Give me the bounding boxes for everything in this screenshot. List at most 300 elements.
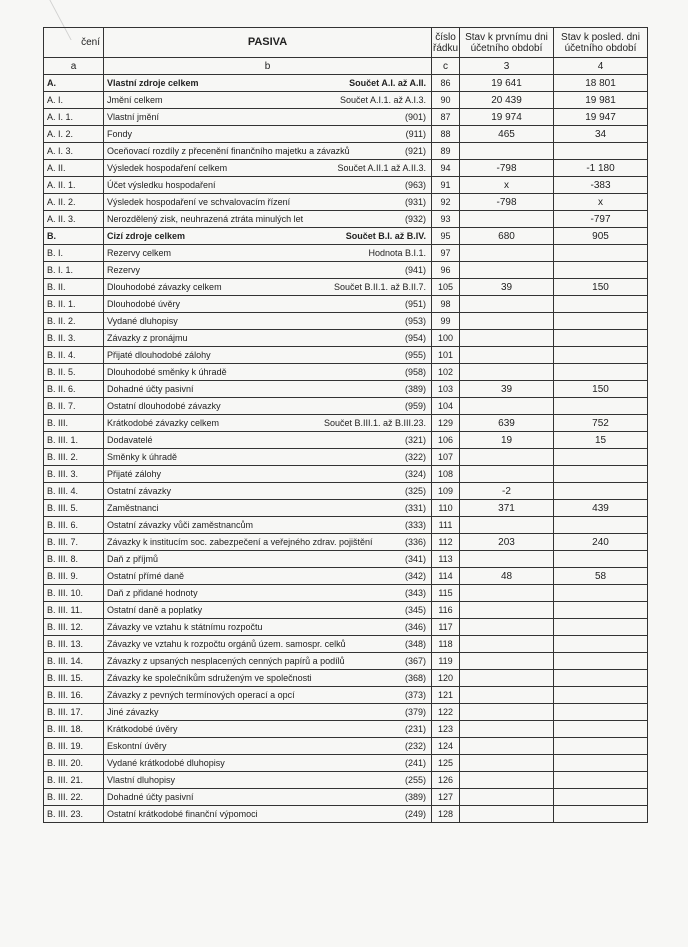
row-number: 104 (432, 398, 460, 415)
table-row (44, 262, 648, 279)
row-label: Vlastní dluhopisy (107, 774, 176, 785)
row-account-note: Hodnota B.I.1. (368, 247, 426, 258)
row-end-value (554, 398, 648, 415)
row-end-value: 19 981 (554, 92, 648, 109)
row-code: B. III. 11. (44, 602, 104, 619)
row-code: B. II. 4. (44, 347, 104, 364)
row-label: Daň z příjmů (107, 553, 159, 564)
table-row (44, 245, 648, 262)
row-label-cell (104, 500, 432, 517)
row-number: 87 (432, 109, 460, 126)
row-label: Závazky ve vztahu k rozpočtu orgánů územ. samospr. celků (107, 638, 346, 649)
row-code: B. III. 1. (44, 432, 104, 449)
row-start-value: -2 (460, 483, 554, 500)
row-end-value (554, 721, 648, 738)
row-code: B. III. 18. (44, 721, 104, 738)
row-number: 118 (432, 636, 460, 653)
row-label-cell (104, 347, 432, 364)
row-code: A. II. (44, 160, 104, 177)
row-label: Dodavatelé (107, 434, 153, 445)
row-start-value (460, 245, 554, 262)
row-number: 97 (432, 245, 460, 262)
row-label-cell (104, 687, 432, 704)
row-end-value: -383 (554, 177, 648, 194)
row-account-note: (911) (405, 128, 426, 139)
table-row (44, 789, 648, 806)
row-label: Ostatní daně a poplatky (107, 604, 203, 615)
row-label-cell (104, 211, 432, 228)
row-number: 94 (432, 160, 460, 177)
row-end-value (554, 483, 648, 500)
row-start-value (460, 687, 554, 704)
row-account-note: (249) (404, 808, 426, 819)
row-label: Závazky z pronájmu (107, 332, 188, 343)
row-code: B. III. 6. (44, 517, 104, 534)
row-code: B. III. 5. (44, 500, 104, 517)
row-code: B. II. (44, 279, 104, 296)
row-number: 122 (432, 704, 460, 721)
row-code: B. III. 22. (44, 789, 104, 806)
row-end-value (554, 466, 648, 483)
row-label-cell (104, 721, 432, 738)
row-code: B. II. 2. (44, 313, 104, 330)
table-row (44, 721, 648, 738)
row-account-note: (241) (404, 757, 426, 768)
row-number: 126 (432, 772, 460, 789)
row-code: B. II. 7. (44, 398, 104, 415)
row-code: B. I. 1. (44, 262, 104, 279)
row-start-value: 19 974 (460, 109, 554, 126)
row-label: Vydané dluhopisy (107, 315, 178, 326)
row-end-value: 905 (554, 228, 648, 245)
row-label-cell (104, 670, 432, 687)
table-row (44, 636, 648, 653)
row-start-value (460, 772, 554, 789)
row-label: Závazky z upsaných nesplacených cenných papírů a podílů (107, 655, 345, 666)
row-account-note: Součet B.I. až B.IV. (345, 230, 426, 241)
row-label: Krátkodobé úvěry (107, 723, 178, 734)
row-end-value: 439 (554, 500, 648, 517)
row-end-value (554, 704, 648, 721)
row-account-note: (958) (404, 366, 426, 377)
row-end-value: 752 (554, 415, 648, 432)
row-account-note: (955) (404, 349, 426, 360)
row-start-value: 465 (460, 126, 554, 143)
row-label: Ostatní závazky vůči zaměstnancům (107, 519, 254, 530)
row-account-note: (333) (404, 519, 426, 530)
table-row (44, 772, 648, 789)
row-code: B. III. 15. (44, 670, 104, 687)
row-account-note: (336) (404, 536, 426, 547)
row-number: 129 (432, 415, 460, 432)
row-label: Dlouhodobé závazky celkem (107, 281, 222, 292)
row-start-value: 39 (460, 381, 554, 398)
row-end-value (554, 296, 648, 313)
row-code: B. (44, 228, 104, 245)
row-number: 115 (432, 585, 460, 602)
row-number: 106 (432, 432, 460, 449)
row-code: A. (44, 75, 104, 92)
header-code: čení (44, 28, 104, 58)
row-end-value (554, 670, 648, 687)
row-label-cell (104, 449, 432, 466)
row-account-note: Součet A.II.1 až A.II.3. (337, 162, 426, 173)
row-label-cell (104, 585, 432, 602)
row-start-value (460, 738, 554, 755)
row-label: Dlouhodobé směnky k úhradě (107, 366, 227, 377)
letter-c: c (432, 58, 460, 75)
row-label-cell (104, 772, 432, 789)
row-label: Jiné závazky (107, 706, 159, 717)
table-row (44, 126, 648, 143)
row-end-value (554, 806, 648, 823)
row-code: B. III. 7. (44, 534, 104, 551)
row-number: 108 (432, 466, 460, 483)
table-header-row (44, 28, 648, 58)
row-code: B. III. 9. (44, 568, 104, 585)
row-account-note: (953) (404, 315, 426, 326)
row-label-cell (104, 177, 432, 194)
row-end-value (554, 347, 648, 364)
row-start-value: 19 641 (460, 75, 554, 92)
row-label: Závazky ke společníkům sdruženým ve společnosti (107, 672, 312, 683)
row-account-note: (932) (404, 213, 426, 224)
row-number: 112 (432, 534, 460, 551)
table-row (44, 619, 648, 636)
row-end-value: 58 (554, 568, 648, 585)
letter-3: 3 (460, 58, 554, 75)
table-row (44, 449, 648, 466)
row-start-value (460, 636, 554, 653)
table-row (44, 585, 648, 602)
row-code: A. I. 1. (44, 109, 104, 126)
row-account-note: (931) (404, 196, 426, 207)
row-start-value (460, 296, 554, 313)
row-code: A. I. 2. (44, 126, 104, 143)
row-start-value (460, 211, 554, 228)
row-start-value: -798 (460, 194, 554, 211)
row-number: 92 (432, 194, 460, 211)
table-body (44, 75, 648, 823)
row-start-value: x (460, 177, 554, 194)
row-label: Rezervy celkem (107, 247, 172, 258)
row-start-value (460, 721, 554, 738)
row-label: Závazky ve vztahu k státnímu rozpočtu (107, 621, 263, 632)
row-account-note: (921) (404, 145, 426, 156)
row-end-value (554, 262, 648, 279)
row-code: B. III. 4. (44, 483, 104, 500)
row-number: 123 (432, 721, 460, 738)
row-start-value (460, 517, 554, 534)
row-start-value (460, 653, 554, 670)
table-row (44, 279, 648, 296)
table-row (44, 704, 648, 721)
row-start-value: -798 (460, 160, 554, 177)
row-code: B. III. 19. (44, 738, 104, 755)
row-end-value (554, 585, 648, 602)
row-end-value (554, 449, 648, 466)
row-label-cell (104, 245, 432, 262)
row-code: B. III. 13. (44, 636, 104, 653)
table-row (44, 109, 648, 126)
row-account-note: (255) (404, 774, 426, 785)
row-label-cell (104, 789, 432, 806)
row-account-note: Součet A.I.1. až A.I.3. (339, 94, 426, 105)
row-end-value (554, 602, 648, 619)
row-label: Jmění celkem (107, 94, 163, 105)
row-code: B. III. 2. (44, 449, 104, 466)
row-label: Přijaté zálohy (107, 468, 162, 479)
row-label: Fondy (107, 128, 133, 139)
row-label-cell (104, 755, 432, 772)
row-label: Ostatní krátkodobé finanční výpomoci (107, 808, 258, 819)
row-start-value: 680 (460, 228, 554, 245)
table-row (44, 313, 648, 330)
row-number: 124 (432, 738, 460, 755)
row-account-note: (342) (404, 570, 426, 581)
row-label: Daň z přidané hodnoty (107, 587, 198, 598)
table-row (44, 500, 648, 517)
table-row (44, 228, 648, 245)
row-number: 86 (432, 75, 460, 92)
row-number: 88 (432, 126, 460, 143)
row-label: Krátkodobé závazky celkem (107, 417, 220, 428)
row-label: Ostatní přímé daně (107, 570, 185, 581)
row-code: B. III. 21. (44, 772, 104, 789)
row-account-note: (367) (404, 655, 426, 666)
row-account-note: (321) (404, 434, 426, 445)
row-number: 99 (432, 313, 460, 330)
row-account-note: (373) (404, 689, 426, 700)
row-end-value: 150 (554, 381, 648, 398)
table-row (44, 466, 648, 483)
row-label-cell (104, 262, 432, 279)
row-label: Účet výsledku hospodaření (107, 179, 216, 190)
row-number: 127 (432, 789, 460, 806)
row-label-cell (104, 483, 432, 500)
row-account-note: Součet B.III.1. až B.III.23. (323, 417, 426, 428)
row-end-value: 15 (554, 432, 648, 449)
row-start-value (460, 313, 554, 330)
table-row (44, 92, 648, 109)
row-end-value (554, 517, 648, 534)
row-start-value (460, 466, 554, 483)
row-start-value (460, 789, 554, 806)
row-label-cell (104, 92, 432, 109)
row-number: 110 (432, 500, 460, 517)
row-label: Eskontní úvěry (107, 740, 167, 751)
row-end-value (554, 653, 648, 670)
row-label: Vydané krátkodobé dluhopisy (107, 757, 225, 768)
row-label: Vlastní jmění (107, 111, 160, 122)
row-start-value (460, 619, 554, 636)
row-code: B. III. 17. (44, 704, 104, 721)
row-code: A. I. 3. (44, 143, 104, 160)
row-account-note: (389) (404, 383, 426, 394)
row-account-note: Součet A.I. až A.II. (349, 77, 426, 88)
row-label-cell (104, 704, 432, 721)
row-label-cell (104, 194, 432, 211)
row-end-value: 240 (554, 534, 648, 551)
row-code: B. III. 3. (44, 466, 104, 483)
row-start-value (460, 602, 554, 619)
row-number: 102 (432, 364, 460, 381)
row-number: 121 (432, 687, 460, 704)
table-row (44, 755, 648, 772)
row-end-value: x (554, 194, 648, 211)
row-number: 95 (432, 228, 460, 245)
row-number: 107 (432, 449, 460, 466)
row-code: B. III. 10. (44, 585, 104, 602)
row-end-value (554, 636, 648, 653)
row-start-value (460, 330, 554, 347)
row-number: 114 (432, 568, 460, 585)
table-row (44, 568, 648, 585)
row-end-value: 19 947 (554, 109, 648, 126)
row-label: Výsledek hospodaření ve schvalovacím řízení (107, 196, 291, 207)
row-number: 105 (432, 279, 460, 296)
row-label: Závazky z pevných termínových operací a opcí (107, 689, 295, 700)
header-end-balance: Stav k posled. dni účetního období (554, 28, 648, 58)
row-start-value: 48 (460, 568, 554, 585)
row-label: Oceňovací rozdíly z přecenění finančního majetku a závazků (107, 145, 350, 156)
row-code: B. II. 1. (44, 296, 104, 313)
row-start-value: 203 (460, 534, 554, 551)
row-start-value (460, 755, 554, 772)
header-row-number: číslo řádku (432, 28, 460, 58)
row-code: B. III. (44, 415, 104, 432)
table-row (44, 75, 648, 92)
row-label-cell (104, 228, 432, 245)
row-number: 120 (432, 670, 460, 687)
table-row (44, 211, 648, 228)
row-account-note: (341) (404, 553, 426, 564)
row-end-value (554, 738, 648, 755)
table-row (44, 534, 648, 551)
row-code: A. II. 1. (44, 177, 104, 194)
row-number: 96 (432, 262, 460, 279)
row-label-cell (104, 551, 432, 568)
row-label-cell (104, 415, 432, 432)
row-account-note: (325) (404, 485, 426, 496)
row-code: B. II. 3. (44, 330, 104, 347)
row-label: Rezervy (107, 264, 141, 275)
row-start-value (460, 143, 554, 160)
row-end-value (554, 551, 648, 568)
row-number: 89 (432, 143, 460, 160)
row-account-note: (389) (404, 791, 426, 802)
row-account-note: (941) (404, 264, 426, 275)
row-end-value (554, 143, 648, 160)
row-start-value (460, 347, 554, 364)
row-number: 90 (432, 92, 460, 109)
row-start-value: 39 (460, 279, 554, 296)
row-end-value: 150 (554, 279, 648, 296)
row-start-value (460, 262, 554, 279)
row-label-cell (104, 517, 432, 534)
table-row (44, 415, 648, 432)
row-code: B. III. 12. (44, 619, 104, 636)
row-label: Zaměstnanci (107, 502, 159, 513)
row-end-value (554, 687, 648, 704)
row-end-value (554, 789, 648, 806)
row-label-cell (104, 313, 432, 330)
table-row (44, 687, 648, 704)
table-row (44, 517, 648, 534)
row-account-note: (343) (404, 587, 426, 598)
row-number: 128 (432, 806, 460, 823)
row-label-cell (104, 636, 432, 653)
row-start-value (460, 585, 554, 602)
table-row (44, 670, 648, 687)
row-number: 111 (432, 517, 460, 534)
row-label-cell (104, 364, 432, 381)
table-row (44, 432, 648, 449)
row-end-value: 18 801 (554, 75, 648, 92)
row-code: B. II. 6. (44, 381, 104, 398)
table-row (44, 330, 648, 347)
letter-b: b (104, 58, 432, 75)
row-label-cell (104, 738, 432, 755)
row-label: Přijaté dlouhodobé zálohy (107, 349, 211, 360)
table-row (44, 194, 648, 211)
row-label-cell (104, 126, 432, 143)
row-label-cell (104, 279, 432, 296)
row-end-value (554, 364, 648, 381)
row-account-note: (232) (404, 740, 426, 751)
row-account-note: (324) (404, 468, 426, 479)
table-row (44, 551, 648, 568)
table-row (44, 602, 648, 619)
row-label-cell (104, 568, 432, 585)
table-row (44, 160, 648, 177)
row-label-cell (104, 806, 432, 823)
row-label-cell (104, 109, 432, 126)
row-account-note: (901) (404, 111, 426, 122)
pasiva-table (43, 27, 648, 823)
row-label-cell (104, 296, 432, 313)
row-start-value: 19 (460, 432, 554, 449)
row-number: 109 (432, 483, 460, 500)
table-row (44, 381, 648, 398)
row-number: 117 (432, 619, 460, 636)
row-label: Výsledek hospodaření celkem (107, 162, 228, 173)
row-label-cell (104, 432, 432, 449)
row-start-value (460, 806, 554, 823)
row-end-value: -797 (554, 211, 648, 228)
row-code: B. III. 14. (44, 653, 104, 670)
table-row (44, 364, 648, 381)
row-number: 100 (432, 330, 460, 347)
row-account-note: (963) (404, 179, 426, 190)
letter-4: 4 (554, 58, 648, 75)
table-letter-row (44, 58, 648, 75)
row-account-note: (348) (404, 638, 426, 649)
row-code: A. I. (44, 92, 104, 109)
row-label: Ostatní závazky (107, 485, 172, 496)
row-account-note: (954) (404, 332, 426, 343)
row-label: Dlouhodobé úvěry (107, 298, 181, 309)
row-label: Dohadné účty pasivní (107, 791, 194, 802)
row-label: Dohadné účty pasivní (107, 383, 194, 394)
table-row (44, 398, 648, 415)
row-account-note: (331) (404, 502, 426, 513)
row-code: B. III. 23. (44, 806, 104, 823)
letter-a: a (44, 58, 104, 75)
table-row (44, 483, 648, 500)
row-label-cell (104, 330, 432, 347)
table-row (44, 347, 648, 364)
